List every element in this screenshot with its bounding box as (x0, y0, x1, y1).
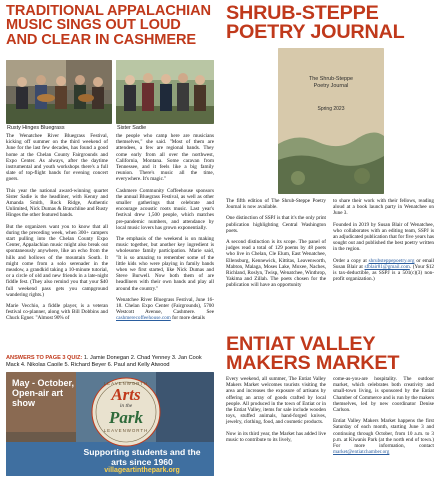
entiat-market-email-link[interactable]: market@entiatchamber.org (333, 449, 390, 456)
appalachian-col-1: The Wenatchee River Bluegrass Festival, kicking off summer on the third weekend of June for the last few decades, has found a good home at the Chelan County Fairgrounds and Expo Center. As always, after the daytime instrumental and youth workshops there's a full slate of top-flight bands for evening concert goers. This year the national award-winning quartet Sister Sadie is the headliner, with Kenny and Amanda Smith, Rock Ridge, Authentic Unlimited, Nick Dumas & Branchline and Rusty Hinges the other featured bands. But the organizers want you to know that all during the preceding week, when 300+ campers start pulling into the Chelan County Expo Center, Appalachian music might also break out spontaneously anywhere, like an echo from the hills and hollows of the mountain South. It might come from a solo serenader in the meadow, a grandkid taking a 10-minute tutorial, or a circle of old and new friends in a late-night fiddle fest. (They also remind you that your $40 full weekend pass gets you campground wandering rights.) Marie Vecchio, a fiddle player, is a veteran festival co-planner, along with Bill Dobbins and Chuck Egner. "Almost 90% of (6, 133, 108, 322)
poetry-col-2: to share their work with their fellows, reading aloud at a book launch party in Wenatchee on June 3. Founded in 2019 by Susan Blair of Wenatchee, who collaborates with an editing team, SSPJ is an adjudicated publication that for five years has sought out and published the best poetry written in the region. Order a copy at shrubsteppepoetry.org or email Susan Blair at sfblair81@gmail.com. (Your $12 is tax-deductible, as SSPJ is a 501(c)(3) non-profit organization.) (333, 198, 435, 283)
arts-in-the-park-ad[interactable] (6, 372, 214, 476)
ad-logo-arts: Arts (111, 385, 141, 404)
quiz-text: 1. Jamie Donegan 2. Chad Yenney 3. Jan Cook Mack 4. Nikolas Caoile 5. Richard Beyer 6. Paul and Kelly Atwood (6, 355, 202, 368)
ad-tagline: Supporting students and the arts since 1960 (83, 447, 201, 467)
appalachian-headline: TRADITIONAL APPALACHIAN MUSIC SINGS OUT LOUD AND CLEAR IN CASHMERE (6, 3, 211, 48)
makers-col-1: Every weekend, all summer, The Entiat Valley Makers Market welcomes tourists visiting the area and increases the exposure of artisans by offering an array of goods crafted by local people. All produced in the town of Entiat or in the Entiat Valley, items for sale include wooden toys, stuffed animals, hand-forged knives, jewelry, clothing, food, and cosmetic products. Now in its third year, the Market has added live music to contribute to its lively, (226, 376, 326, 443)
makers-headline: ENTIAT VALLEY MAKERS MARKET (226, 333, 400, 375)
ad-logo-park: Park (109, 408, 143, 427)
appalachian-col-2: the people who camp here are musicians themselves," she said. "Most of them are attendees, a few are regional bands. They come early from all over the northwest, California, Montana. Some caravan from Tennessee, and it feels like a big family reunion. There's music all the time, everywhere. It's magic." Cashmere Community Coffeehouse sponsors the annual Bluegrass Festival, as well as other smaller gatherings that celebrate and encourage acoustic roots music. Last year's festival drew 1,500 people, which matches pre-pandemic numbers, and attendance by local music lovers has grown exponentially. The emphasis of the weekend is on making music together, but another key ingredient is wholesome family participation. Marie said, "It is so amazing to remember some of the little kids who were playing in family bands when we first started, like Nick Dumas and Steve Burwell. Now both them of are headliners with their own bands and play all around the country." Wenatchee River Bluegrass Festival, June 16-18. Chelan Expo Center (Fairgrounds), 5700 Westcott Avenue, Cashmere. See cashmerecoffeehouse.com for more details (116, 133, 214, 322)
ad-url[interactable]: villageartinthepark.org (104, 467, 180, 474)
ad-logo-top: LEAVENWORTH (103, 381, 149, 386)
caption-sister-sadie: Sister Sadie (117, 125, 147, 131)
ad-top-text: May - October, Open-air art show (12, 378, 75, 408)
quiz-answers (6, 355, 216, 369)
makers-col-2: come-as-you-are hospitality. The outdoor market, which celebrates both creativity and small-town living, is sponsored by the Entiat Chamber of Commerce and is run by the makers themselves, led by new coordinator Denise Carlson. Entiat Valley Makers Market happens the first Saturday of each month, starting June 3 and continuing through October, from 10 a.m. to 3 p.m. at Kiwanis Park (at the north end of town.) For more information, contact market@entiatchamber.org (333, 376, 434, 456)
left-article (6, 4, 214, 47)
cover-title: The Shrub-Steppe Poetry Journal (308, 76, 354, 89)
sfblair-email-link[interactable]: sfblair81@gmail.com (364, 263, 410, 270)
poetry-journal-cover (278, 48, 384, 194)
poetry-col-1: The fifth edition of The Shrub-Steppe Poetry Journal is now available. One distinction of SSPJ is that it's the only print publication highlighting Central Washington poets. A second distinction is its scope. The panel of judges read a total of 129 poems by 48 poets who live in Chelan, Cle Elum, East Wenatchee, Ellensburg, Kennewick, Kittitas, Leavenworth, Mabton, Malaga, Moses Lake, Moxee, Naches, Richland, Roslyn, Twisp, Wenatchee, Winthrop, Yakima and Zillah. The poets chosen for the publication will have an opportunity (226, 198, 326, 289)
makers-article (226, 335, 434, 374)
ad-logo-in: in the (119, 403, 133, 409)
ad-logo-bottom: LEAVENWORTH (103, 428, 149, 433)
poetry-headline: SHRUB-STEPPE POETRY JOURNAL (226, 2, 405, 44)
coffeehouse-link[interactable]: cashmerecoffeehouse.com (116, 315, 171, 322)
shrubsteppe-link[interactable]: shrubsteppepoetry.org (368, 257, 415, 264)
cover-issue: Spring 2023 (317, 106, 345, 112)
rusty-hinges-photo (6, 60, 112, 124)
sister-sadie-photo (116, 60, 214, 124)
caption-rusty-hinges: Rusty Hinges Bluegrass (7, 125, 65, 131)
poetry-article (226, 4, 434, 43)
quiz-label: ANSWERS TO PAGE 3 QUIZ: (6, 355, 83, 361)
